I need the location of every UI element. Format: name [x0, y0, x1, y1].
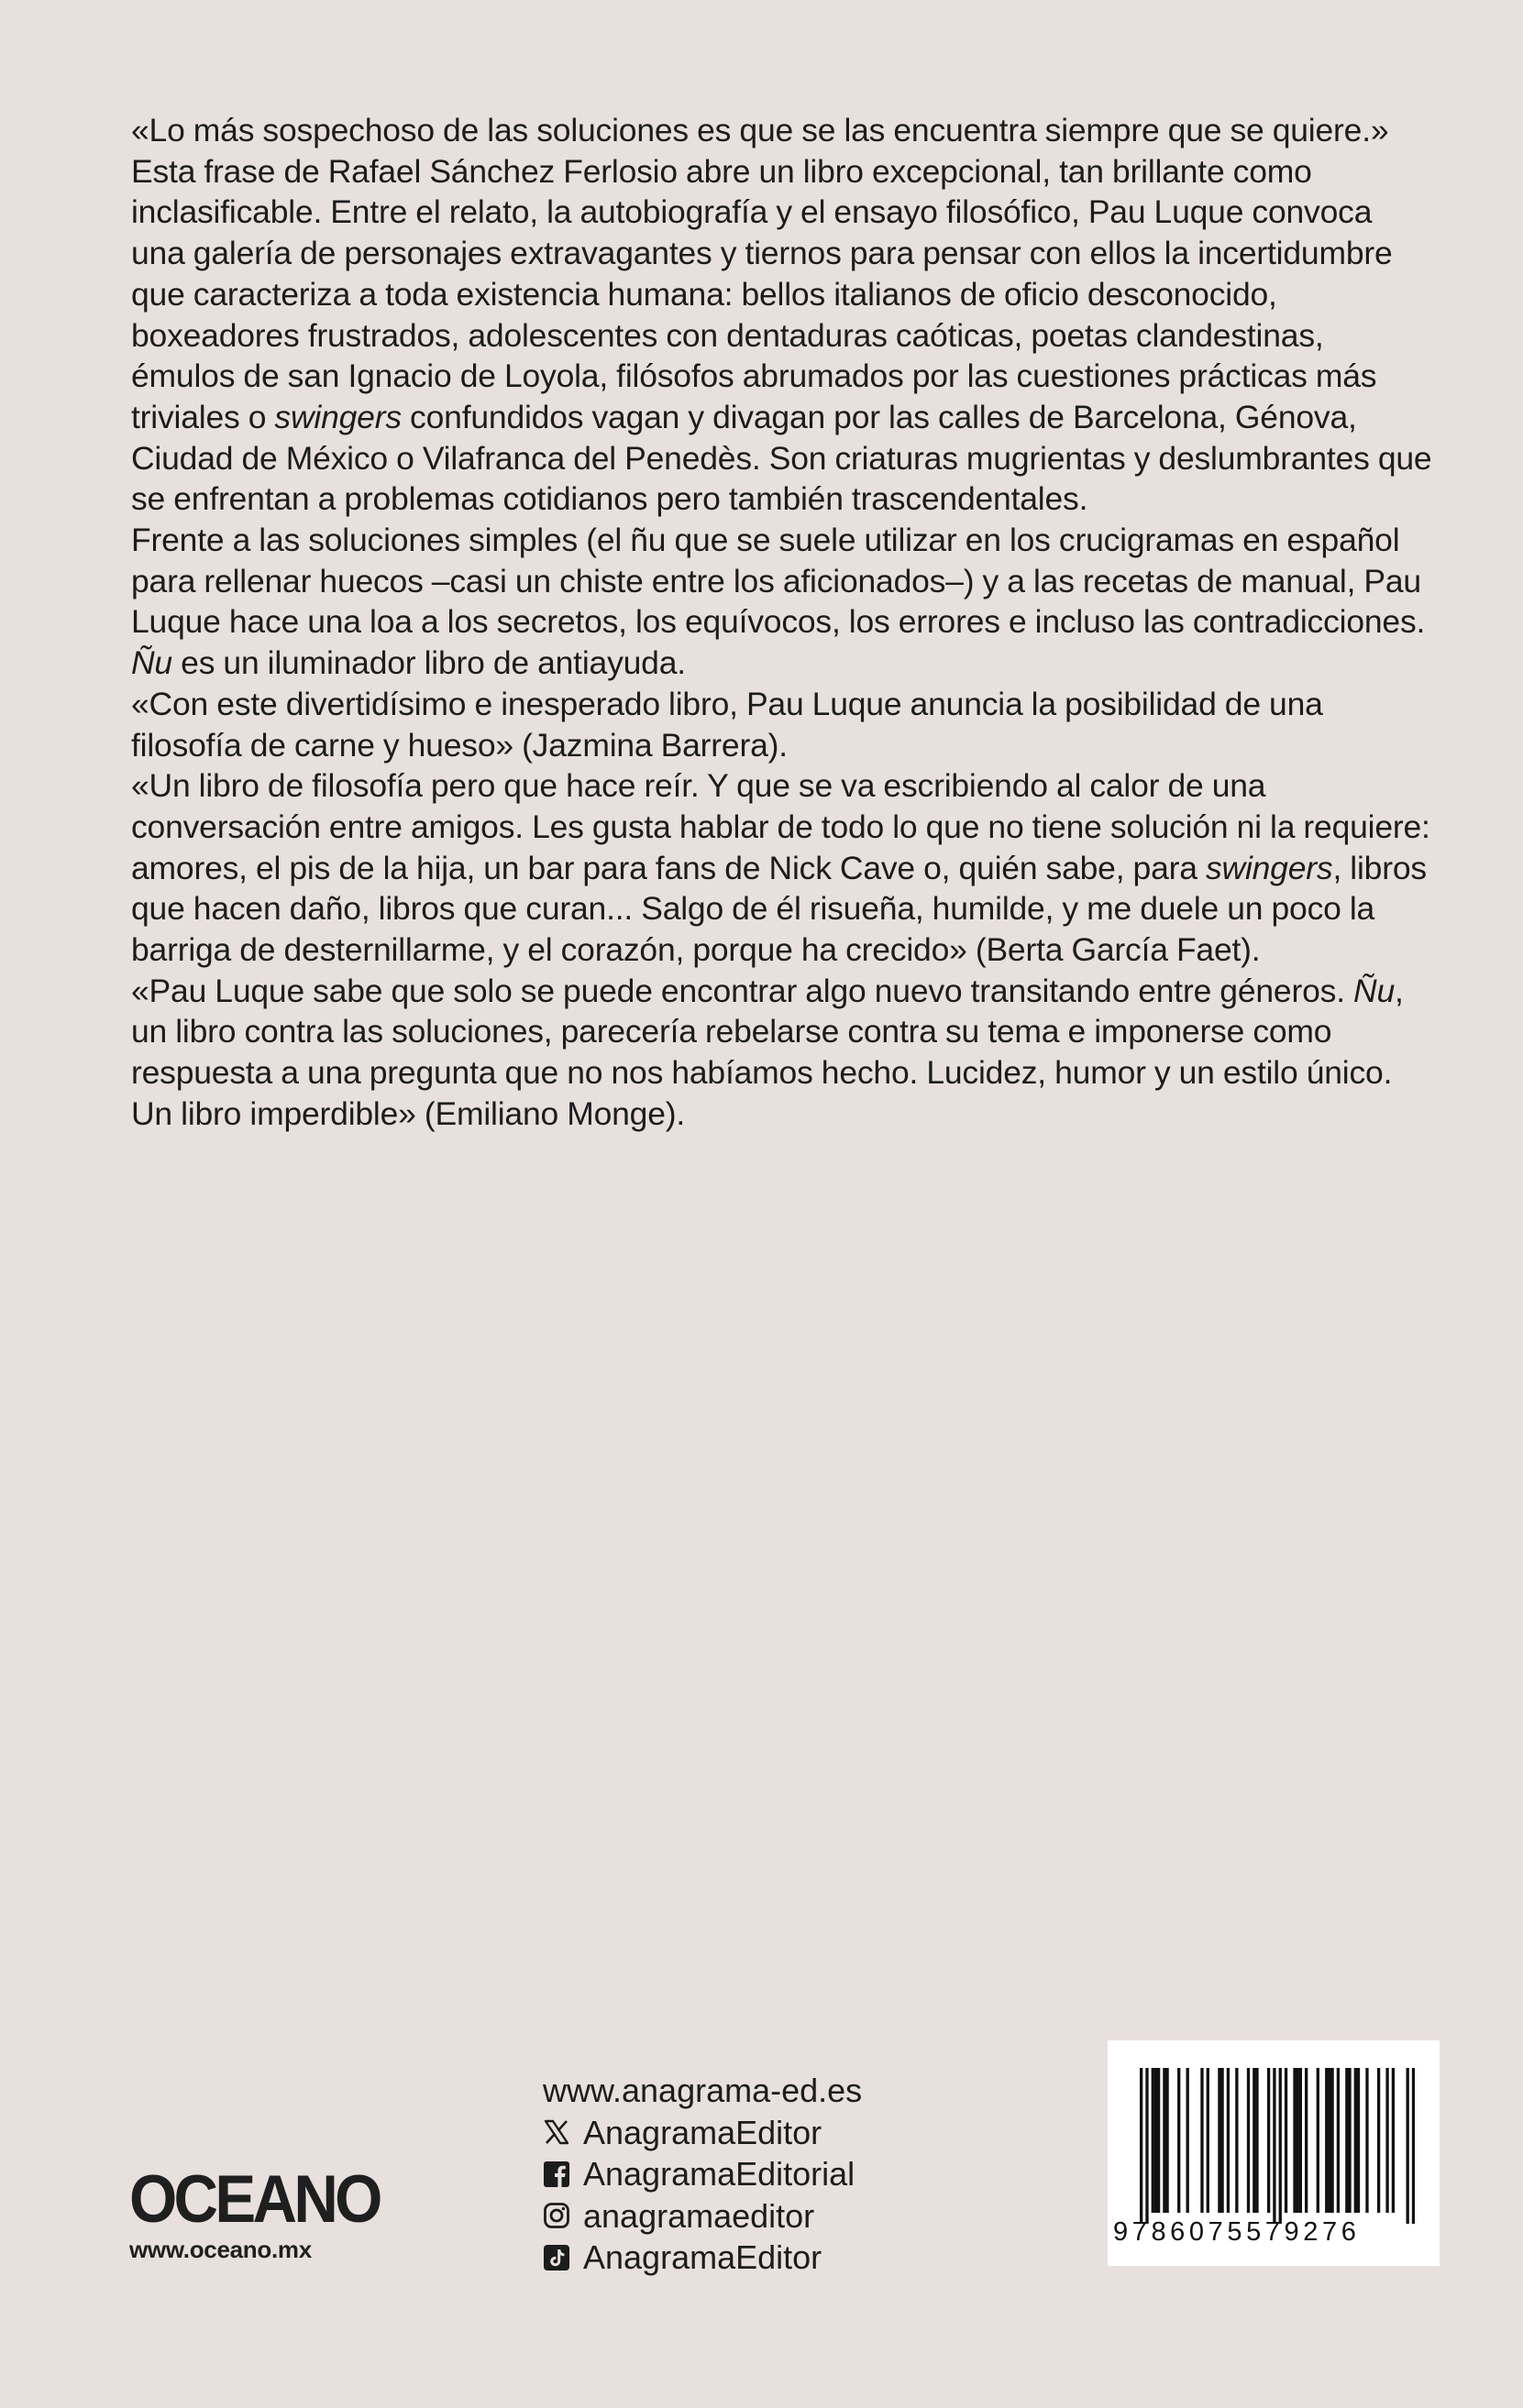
barcode-bar	[1157, 2068, 1160, 2213]
barcode-bar	[1220, 2068, 1223, 2213]
barcode-bar	[1345, 2068, 1348, 2213]
barcode-bar	[1165, 2068, 1168, 2213]
barcode-bar	[1285, 2068, 1287, 2213]
publisher-logo: OCEANO	[129, 2162, 380, 2237]
publisher-website: www.oceano.mx	[129, 2236, 312, 2263]
contact-row-tiktok	[543, 2237, 862, 2279]
barcode-bar	[1279, 2068, 1282, 2224]
barcode-bar	[1330, 2068, 1333, 2213]
barcode-bar	[1154, 2068, 1157, 2213]
blurb-text: «Pau Luque sabe que solo se puede encontrar algo nuevo transitando entre géneros.	[131, 972, 1354, 1009]
blurb-text: «Con este divertidísimo e inesperado libro, Pau Luque anuncia la posibilidad de una filosofía de carne y hueso» (Jazmina Barrera).	[131, 685, 1323, 764]
contact-handle: anagramaeditor	[583, 2196, 815, 2235]
blurb-paragraph	[131, 684, 1433, 765]
barcode-bar	[1325, 2068, 1328, 2213]
publisher-block	[129, 2162, 401, 2264]
barcode-bar	[1385, 2068, 1388, 2213]
blurb-text: «Un libro de filosofía pero que hace reír. Y que se va escribiendo al calor de una conversación entre amigos. Les gusta hablar de todo lo que no tiene solución ni la requiere: amores, el pis de la hija, un bar para fans de Nick Cave o, quién sabe, para	[131, 767, 1430, 886]
barcode-bar	[1152, 2068, 1154, 2213]
barcode-bar	[1357, 2068, 1360, 2213]
contact-handle: AnagramaEditor	[583, 2113, 822, 2151]
barcode-bar	[1354, 2068, 1357, 2213]
blurb-italic-text: Ñu	[1353, 972, 1396, 1009]
facebook-icon	[543, 2161, 570, 2188]
barcode-bar	[1207, 2068, 1209, 2213]
barcode-bar	[1227, 2068, 1230, 2213]
blurb-paragraph	[131, 110, 1433, 520]
contact-row-instagram	[543, 2195, 862, 2238]
barcode-bar	[1140, 2068, 1142, 2224]
barcode-bar	[1348, 2068, 1351, 2213]
barcode-bar	[1177, 2068, 1180, 2213]
isbn-barcode	[1108, 2040, 1440, 2266]
blurb-paragraph	[131, 520, 1433, 684]
back-cover-blurb	[131, 110, 1433, 1135]
tiktok-icon	[543, 2244, 570, 2271]
contact-handle: AnagramaEditor	[583, 2238, 822, 2276]
barcode-bar	[1293, 2068, 1296, 2213]
barcode-bar	[1253, 2068, 1255, 2213]
blurb-paragraph	[131, 765, 1433, 971]
barcode-bar	[1305, 2068, 1308, 2213]
barcode-bar	[1145, 2068, 1148, 2224]
blurb-italic-text: Ñu	[131, 644, 172, 682]
blurb-paragraph	[131, 971, 1433, 1135]
contact-handle: AnagramaEditorial	[583, 2155, 855, 2193]
blurb-text: confundidos vagan y divagan por las calles de Barcelona, Génova, Ciudad de México o Vilafranca del Penedès. Son criaturas mugrientas y deslumbrantes que se enfrentan a problemas cotidianos pero también trascendentales.	[131, 398, 1432, 518]
instagram-icon	[543, 2202, 570, 2229]
barcode-bar	[1235, 2068, 1238, 2213]
barcode-bar	[1337, 2068, 1340, 2213]
isbn-number: 9786075579276	[1113, 2217, 1361, 2247]
barcode-bar	[1407, 2068, 1409, 2224]
barcode-bar	[1365, 2068, 1368, 2213]
barcode-bar	[1317, 2068, 1319, 2213]
blurb-text: es un iluminador libro de antiayuda.	[171, 644, 686, 682]
barcode-bar	[1392, 2068, 1395, 2213]
barcode-bar	[1200, 2068, 1203, 2213]
contact-row-x	[543, 2112, 862, 2154]
barcode-bar	[1297, 2068, 1299, 2213]
barcode-bar	[1273, 2068, 1275, 2224]
barcode-bar	[1247, 2068, 1250, 2213]
blurb-text: Frente a las soluciones simples (el ñu que se suele utilizar en los crucigramas en español para rellenar huecos –casi un chiste entre los aficionados–) y a las recetas de manual, Pau Luque hace una loa a los secretos, los equívocos, los errores e incluso las contradicciones.	[131, 522, 1426, 641]
blurb-text: , un libro contra las soluciones, parecería rebelarse contra su tema e imponerse como respuesta a una pregunta que no nos habíamos hecho. Lucidez, humor y un estilo único. Un libro imperdible» (Emiliano Monge).	[131, 972, 1404, 1132]
x-logo-icon	[543, 2118, 570, 2146]
blurb-italic-text: swingers	[1205, 849, 1333, 886]
barcode-bar	[1255, 2068, 1258, 2213]
barcode-bar	[1267, 2068, 1270, 2213]
barcode-bar	[1163, 2068, 1165, 2213]
barcode-bar	[1328, 2068, 1330, 2213]
blurb-text: «Lo más sospechoso de las soluciones es que se las encuentra siempre que se quiere.» Esta frase de Rafael Sánchez Ferlosio abre un libro excepcional, tan brillante como inclasificable. Entre el relato, la autobiografía y el ensayo filosófico, Pau Luque convoca una galería de personajes extravagantes y tiernos para pensar con ellos la incertidumbre que caracteriza a toda existencia humana: bellos italianos de oficio desconocido, boxeadores frustrados, adolescentes con dentaduras caóticas, poetas clandestinas, émulos de san Ignacio de Loyola, filósofos abrumados por las cuestiones prácticas más triviales o	[131, 112, 1393, 435]
contacts-website-row	[543, 2070, 862, 2112]
contacts-website: www.anagrama-ed.es	[543, 2072, 863, 2109]
barcode-bar	[1377, 2068, 1380, 2213]
barcode-bar	[1299, 2068, 1302, 2213]
blurb-italic-text: swingers	[274, 398, 402, 435]
barcode-bar	[1218, 2068, 1220, 2213]
barcode-bars	[1140, 2068, 1415, 2224]
barcode-bar	[1186, 2068, 1189, 2213]
contact-row-facebook	[543, 2153, 862, 2195]
publisher-contacts	[543, 2070, 862, 2279]
blurb-text: , libros que hacen daño, libros que curan... Salgo de él risueña, humilde, y me duele un poco la barriga de desternillarme, y el corazón, porque ha crecido» (Berta García Faet).	[131, 849, 1427, 969]
barcode-bar	[1412, 2068, 1415, 2224]
